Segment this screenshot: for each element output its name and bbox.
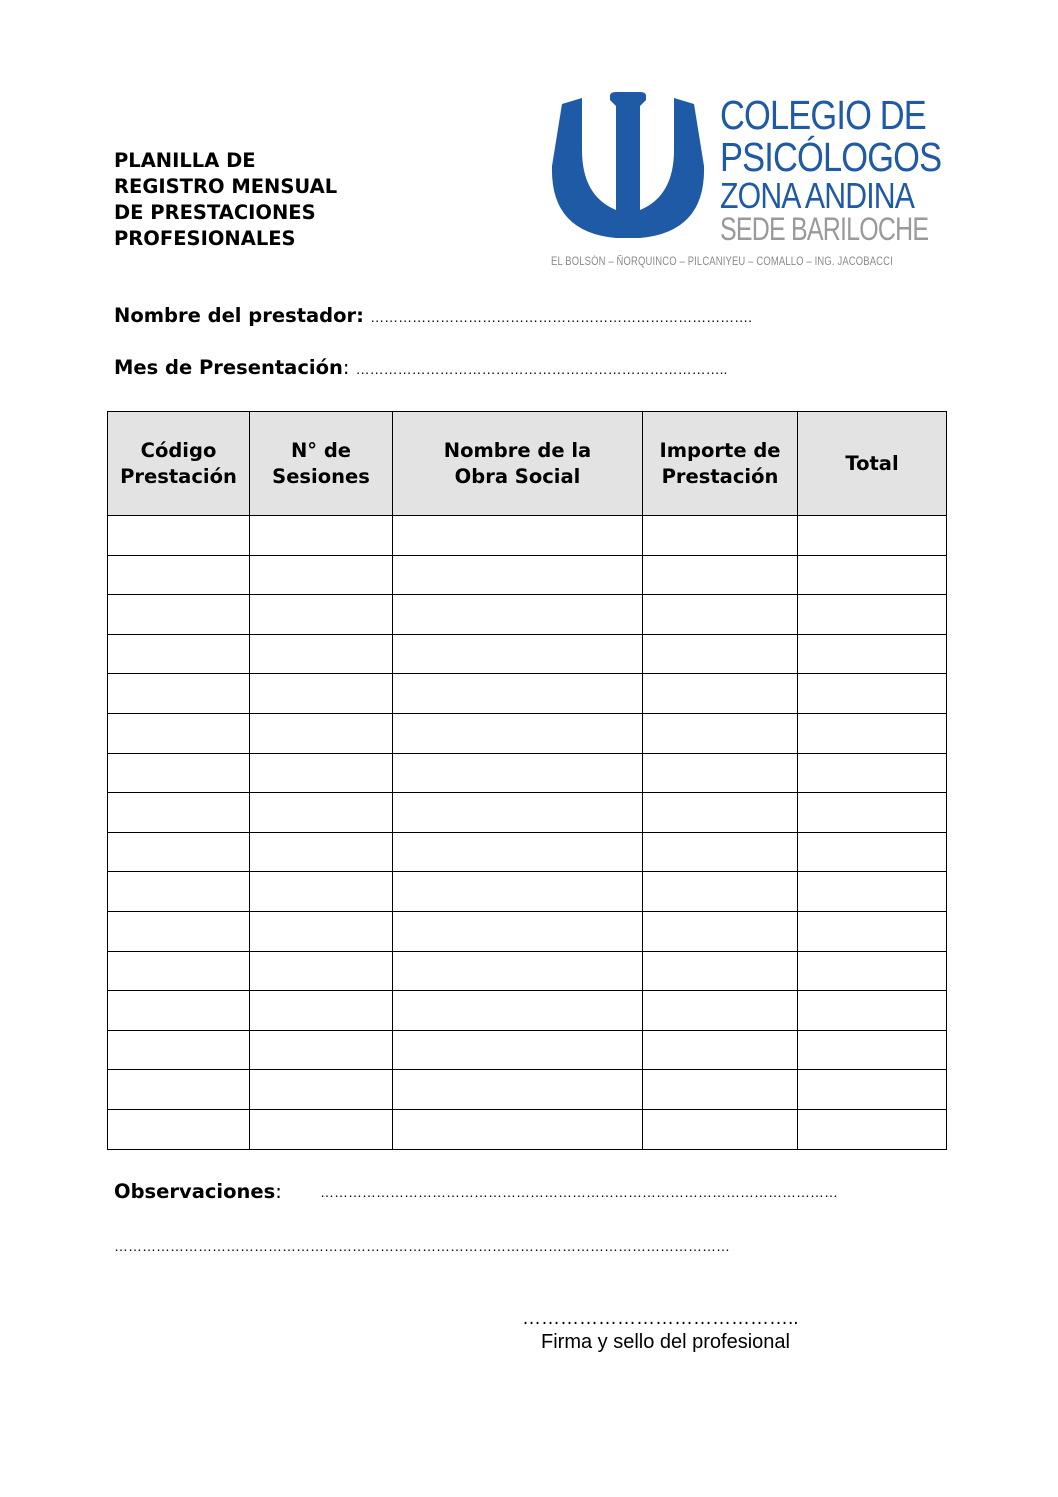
table-cell[interactable] [108,951,250,991]
table-cell[interactable] [798,951,947,991]
table-cell[interactable] [108,674,250,714]
table-cell[interactable] [250,555,393,595]
table-cell[interactable] [798,911,947,951]
table-cell[interactable] [108,793,250,833]
prestador-blank[interactable]: ………………………………………………………………………. [370,309,753,325]
logo-text-sede: SEDE BARILOCHE [720,211,929,247]
table-cell[interactable] [643,595,798,635]
header-obra-social: Nombre de la Obra Social [393,412,643,516]
table-cell[interactable] [393,674,643,714]
table-cell[interactable] [643,911,798,951]
table-cell[interactable] [798,1070,947,1110]
table-cell[interactable] [393,1030,643,1070]
table-cell[interactable] [108,911,250,951]
mes-label: Mes de Presentación [114,356,343,379]
observaciones-label: Observaciones [114,1180,276,1203]
table-cell[interactable] [798,1030,947,1070]
table-row [108,634,947,674]
table-cell[interactable] [250,1109,393,1149]
table-cell[interactable] [393,753,643,793]
table-row [108,674,947,714]
observaciones-blank-2[interactable]: …………………………………………………………………………………………………………………… [114,1238,730,1254]
table-cell[interactable] [250,911,393,951]
table-cell[interactable] [643,1070,798,1110]
signature-line[interactable]: …………………………………….. [522,1308,799,1329]
table-cell[interactable] [250,793,393,833]
table-cell[interactable] [108,872,250,912]
table-cell[interactable] [643,951,798,991]
table-cell[interactable] [250,991,393,1031]
table-cell[interactable] [393,872,643,912]
table-cell[interactable] [393,1109,643,1149]
table-cell[interactable] [108,991,250,1031]
prestador-label: Nombre del prestador: [114,304,364,327]
table-row [108,713,947,753]
table-cell[interactable] [643,753,798,793]
table-cell[interactable] [798,713,947,753]
title-line: PLANILLA DE [114,149,256,172]
observaciones-blank-1[interactable]: ………………………………………………………………………………………………… [320,1184,838,1200]
table-cell[interactable] [393,793,643,833]
mes-blank[interactable]: …………………………………………………………………….. [355,361,728,377]
table-cell[interactable] [250,713,393,753]
table-cell[interactable] [798,793,947,833]
table-header-row [108,412,947,516]
table-cell[interactable] [108,634,250,674]
table-cell[interactable] [108,1030,250,1070]
table-cell[interactable] [108,555,250,595]
table-cell[interactable] [250,951,393,991]
colegio-logo [548,92,942,277]
mes-field [114,356,727,379]
table-cell[interactable] [643,872,798,912]
title-line: PROFESIONALES [114,227,296,250]
table-row [108,1030,947,1070]
table-cell[interactable] [798,634,947,674]
logo-text-psicologos: PSICÓLOGOS [720,134,942,180]
observaciones-colon: : [275,1180,282,1203]
table-cell[interactable] [393,911,643,951]
header-codigo: Código Prestación [108,412,250,516]
table-cell[interactable] [643,674,798,714]
table-cell[interactable] [250,595,393,635]
table-cell[interactable] [250,634,393,674]
table-cell[interactable] [393,1070,643,1110]
logo-text-colegio: COLEGIO DE [720,92,926,138]
table-cell[interactable] [798,1109,947,1149]
table-cell[interactable] [108,595,250,635]
table-cell[interactable] [643,991,798,1031]
header-importe: Importe de Prestación [643,412,798,516]
table-cell[interactable] [643,1109,798,1149]
logo-text-zona: ZONA ANDINA [720,175,915,216]
table-cell[interactable] [108,832,250,872]
table-row [108,832,947,872]
table-cell[interactable] [250,832,393,872]
title-line: REGISTRO MENSUAL [114,175,338,198]
table-cell[interactable] [798,991,947,1031]
table-cell[interactable] [393,713,643,753]
table-cell[interactable] [250,516,393,556]
header-total: Total [798,412,947,516]
signature-label: Firma y sello del profesional [541,1331,790,1353]
table-cell[interactable] [250,674,393,714]
table-cell[interactable] [108,1070,250,1110]
table-row [108,991,947,1031]
table-cell[interactable] [798,595,947,635]
table-cell[interactable] [250,753,393,793]
table-cell[interactable] [798,832,947,872]
table-cell[interactable] [643,793,798,833]
table-row [108,793,947,833]
table-cell[interactable] [393,634,643,674]
table-cell[interactable] [393,832,643,872]
table-row [108,1070,947,1110]
psi-symbol-icon [548,92,708,242]
header-sesiones: N° de Sesiones [250,412,393,516]
table-row [108,555,947,595]
prestador-field [114,304,752,327]
table-cell[interactable] [393,951,643,991]
table-cell[interactable] [643,1030,798,1070]
table-row [108,1109,947,1149]
table-cell[interactable] [393,595,643,635]
title-line: DE PRESTACIONES [114,201,316,224]
table-cell[interactable] [643,634,798,674]
table-row [108,753,947,793]
observaciones-field [114,1180,838,1203]
table-cell[interactable] [250,1070,393,1110]
table-cell[interactable] [798,555,947,595]
table-row [108,516,947,556]
table-cell[interactable] [108,713,250,753]
logo-locations: EL BOLSÓN – ÑORQUINCO – PILCANIYEU – COMALLO – ING. JACOBACCI [551,256,893,268]
table-cell[interactable] [798,872,947,912]
table-row [108,951,947,991]
table-row [108,872,947,912]
table-cell[interactable] [798,753,947,793]
table-cell[interactable] [798,516,947,556]
table-cell[interactable] [393,991,643,1031]
table-cell[interactable] [108,753,250,793]
table-cell[interactable] [250,1030,393,1070]
table-cell[interactable] [798,674,947,714]
table-row [108,595,947,635]
table-cell[interactable] [250,872,393,912]
table-row [108,911,947,951]
table-cell[interactable] [643,832,798,872]
table-cell[interactable] [643,713,798,753]
table-cell[interactable] [643,555,798,595]
table-cell[interactable] [643,516,798,556]
table-cell[interactable] [393,516,643,556]
table-cell[interactable] [108,516,250,556]
table-cell[interactable] [108,1109,250,1149]
prestaciones-table [107,411,947,1150]
document-title [114,148,337,252]
mes-colon: : [342,356,350,379]
table-cell[interactable] [393,555,643,595]
